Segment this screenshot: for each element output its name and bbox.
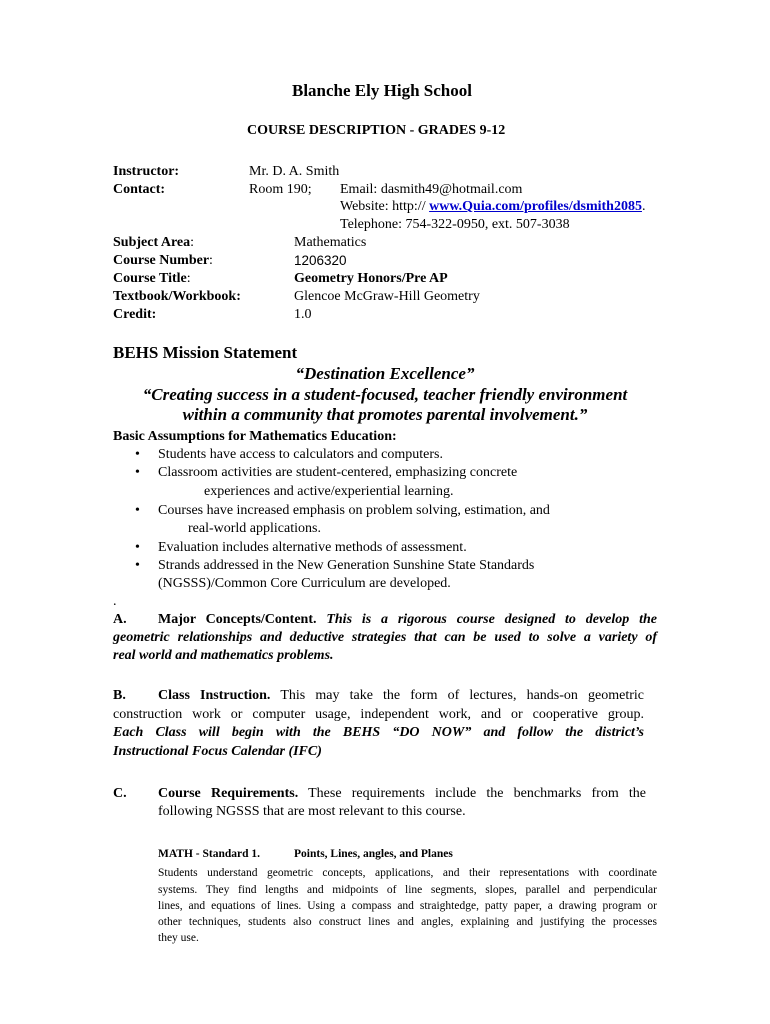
section-a-title: Major Concepts/Content. <box>158 612 317 627</box>
assumption-4: Evaluation includes alternative methods of assessment. <box>158 540 467 555</box>
course-title-value: Geometry Honors/Pre AP <box>294 271 448 286</box>
mission-line-1: “Creating success in a student-focused, teacher friendly environment <box>142 385 628 404</box>
contact-label: Contact: <box>113 182 166 197</box>
section-b-line-1 <box>158 688 644 704</box>
credit-value: 1.0 <box>294 307 312 322</box>
section-b-letter: B. <box>113 688 126 703</box>
assumptions-heading: Basic Assumptions for Mathematics Education: <box>113 429 397 444</box>
section-c-intro: These requirements include the benchmarks from the <box>308 786 646 801</box>
textbook-label: Textbook/Workbook: <box>113 289 241 304</box>
stray-period: . <box>113 594 117 609</box>
contact-email: Email: dasmith49@hotmail.com <box>340 182 523 197</box>
section-b-title: Class Instruction. <box>158 688 271 703</box>
section-c-line-1 <box>158 786 646 802</box>
contact-telephone: Telephone: 754-322-0950, ext. 507-3038 <box>340 217 570 232</box>
school-name: Blanche Ely High School <box>292 81 472 100</box>
standard-text-line-2: systems. They find lengths and midpoints of line segments, slopes, parallel and perpendicular <box>158 884 657 896</box>
section-b-line-2: construction work or computer usage, independent work, and or cooperative group. <box>113 707 644 722</box>
contact-website <box>340 199 645 215</box>
website-suffix: . <box>641 199 646 214</box>
course-title-label: Course Title: <box>113 271 191 286</box>
credit-label: Credit: <box>113 307 157 322</box>
mission-heading: BEHS Mission Statement <box>113 343 298 362</box>
section-c-line-2: following NGSSS that are most relevant to this course. <box>158 804 466 819</box>
bullet-marker: • <box>135 465 140 480</box>
section-a-intro: This is a rigorous course designed to develop the <box>326 612 658 627</box>
mission-tagline: “Destination Excellence” <box>295 364 475 383</box>
subject-area-label: Subject Area: <box>113 235 195 250</box>
section-c-title: Course Requirements. <box>158 786 299 801</box>
instructor-value: Mr. D. A. Smith <box>249 164 340 179</box>
assumption-2-cont: experiences and active/experiential learning. <box>204 484 454 499</box>
subject-area-value: Mathematics <box>294 235 367 250</box>
section-c-letter: C. <box>113 786 127 801</box>
section-b-intro: This may take the form of lectures, hands-on geometric <box>280 688 645 703</box>
assumption-3: Courses have increased emphasis on problem solving, estimation, and <box>158 503 550 518</box>
section-a-line-2: geometric relationships and deductive strategies that can be used to solve a variety of <box>113 630 657 645</box>
course-number-value: 1206320 <box>294 253 347 268</box>
bullet-marker: • <box>135 540 140 555</box>
textbook-value: Glencoe McGraw-Hill Geometry <box>294 289 480 304</box>
bullet-marker: • <box>135 503 140 518</box>
course-description-heading: COURSE DESCRIPTION - GRADES 9-12 <box>247 123 506 138</box>
course-number-label: Course Number: <box>113 253 213 268</box>
assumption-3-cont: real-world applications. <box>188 521 321 536</box>
bullet-marker: • <box>135 447 140 462</box>
standard-title: Points, Lines, angles, and Planes <box>294 848 453 860</box>
assumption-2: Classroom activities are student-centered, emphasizing concrete <box>158 465 518 480</box>
section-b-line-3: Each Class will begin with the BEHS “DO NOW” and follow the district’s <box>113 725 644 740</box>
standard-text-line-1: Students understand geometric concepts, applications, and their representations with coordinate <box>158 867 657 879</box>
instructor-label: Instructor: <box>113 164 180 179</box>
contact-room: Room 190; <box>249 182 312 197</box>
assumption-5-cont: (NGSSS)/Common Core Curriculum are developed. <box>158 576 451 591</box>
website-link[interactable]: www.Quia.com/profiles/dsmith2085 <box>429 199 642 214</box>
assumption-5: Strands addressed in the New Generation Sunshine State Standards <box>158 558 535 573</box>
standard-text-line-4: other techniques, students also construct lines and angles, explaining and justifying the processes <box>158 916 657 928</box>
standard-text-line-5: they use. <box>158 932 199 944</box>
standard-text-line-3: lines, and equations of lines. Using a compass and straightedge, patty paper, a drawing program or <box>158 900 657 912</box>
assumption-1: Students have access to calculators and computers. <box>158 447 443 462</box>
website-prefix: Website: http:// <box>340 199 426 214</box>
standard-label: MATH - Standard 1. <box>158 848 261 860</box>
section-b-line-4: Instructional Focus Calendar (IFC) <box>113 744 322 759</box>
mission-line-2: within a community that promotes parental involvement.” <box>182 405 588 424</box>
bullet-marker: • <box>135 558 140 573</box>
section-a-line-1 <box>158 612 657 628</box>
section-a-letter: A. <box>113 612 127 627</box>
section-a-line-3: real world and mathematics problems. <box>113 648 334 663</box>
